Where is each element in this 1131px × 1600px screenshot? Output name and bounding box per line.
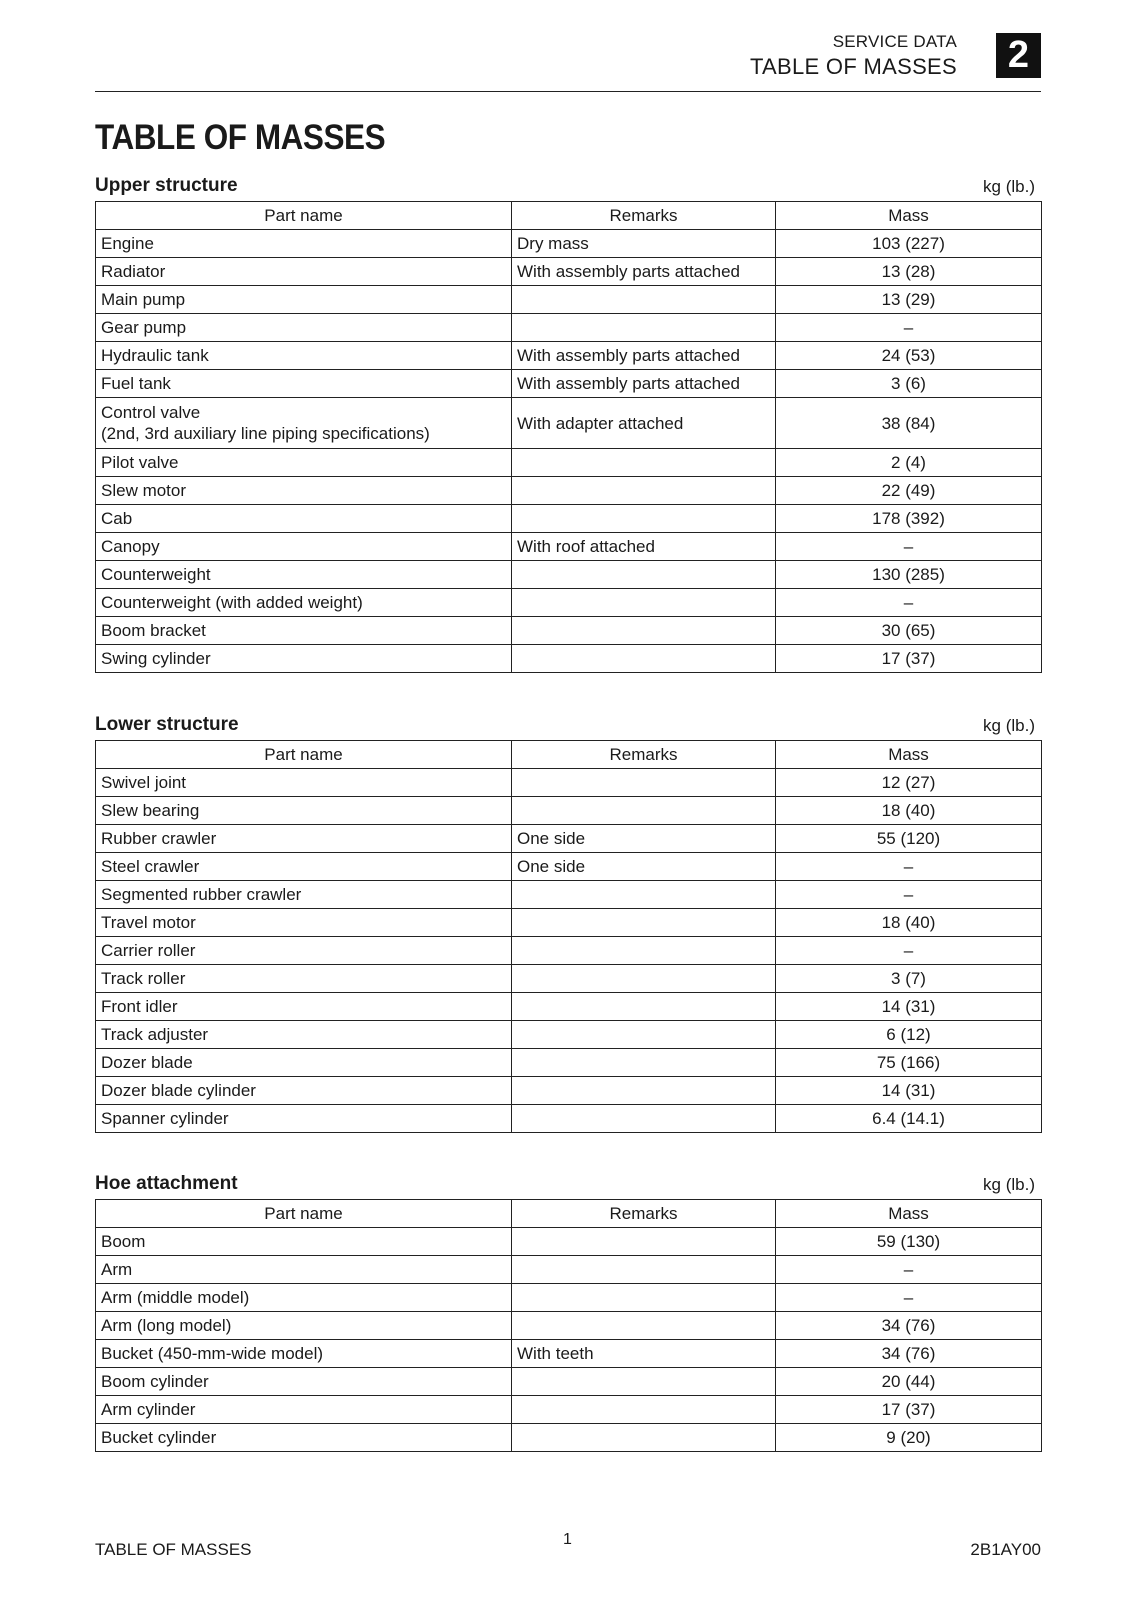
page-title: TABLE OF MASSES [95, 118, 386, 157]
table-row [96, 797, 1042, 825]
remarks-cell: One side [512, 825, 776, 853]
mass-cell: 59 (130) [776, 1228, 1042, 1256]
part-name: Swivel joint [101, 773, 187, 792]
part-name: Bucket cylinder [101, 1428, 217, 1447]
part-name-cell [96, 1312, 512, 1340]
section-hoe-attachment [95, 1171, 1041, 1452]
mass-cell: 12 (27) [776, 769, 1042, 797]
part-name-cell [96, 825, 512, 853]
mass-cell: 38 (84) [776, 398, 1042, 449]
table-row [96, 561, 1042, 589]
table-row [96, 645, 1042, 673]
column-header-part-name: Part name [96, 1200, 512, 1228]
section-upper-structure [95, 173, 1041, 673]
part-name-cell [96, 477, 512, 505]
part-name-cell [96, 505, 512, 533]
part-name: Rubber crawler [101, 829, 217, 848]
table-row [96, 230, 1042, 258]
footer-doc-code: 2B1AY00 [970, 1540, 1041, 1559]
table-row [96, 617, 1042, 645]
part-name-cell [96, 1340, 512, 1368]
part-name: Carrier roller [101, 941, 196, 960]
remarks-cell: With adapter attached [512, 398, 776, 449]
table-row [96, 853, 1042, 881]
part-name: Segmented rubber crawler [101, 885, 302, 904]
part-name: Pilot valve [101, 453, 179, 472]
part-name-cell [96, 1284, 512, 1312]
part-name: Front idler [101, 997, 178, 1016]
section-heading [95, 712, 1041, 740]
mass-cell: 22 (49) [776, 477, 1042, 505]
part-name-cell [96, 370, 512, 398]
section-unit: kg (lb.) [983, 716, 1035, 735]
mass-cell: 14 (31) [776, 1077, 1042, 1105]
table-row [96, 909, 1042, 937]
part-name-cell [96, 398, 512, 449]
part-name-cell [96, 853, 512, 881]
remarks-cell [512, 909, 776, 937]
table-row [96, 1077, 1042, 1105]
mass-cell: – [776, 853, 1042, 881]
mass-cell: 6 (12) [776, 1021, 1042, 1049]
remarks-cell: With roof attached [512, 533, 776, 561]
part-name: Arm (middle model) [101, 1288, 250, 1307]
table-row [96, 533, 1042, 561]
table-row [96, 589, 1042, 617]
part-name: Boom [101, 1232, 146, 1251]
remarks-cell [512, 1077, 776, 1105]
part-name-cell [96, 645, 512, 673]
part-name: Arm (long model) [101, 1316, 232, 1335]
remarks-cell [512, 1368, 776, 1396]
part-name-cell [96, 1077, 512, 1105]
part-name: Slew bearing [101, 801, 200, 820]
table-row [96, 881, 1042, 909]
remarks-cell: Dry mass [512, 230, 776, 258]
remarks-cell: One side [512, 853, 776, 881]
remarks-cell [512, 1105, 776, 1133]
part-name: Control valve [101, 403, 201, 422]
mass-cell: – [776, 1256, 1042, 1284]
section-heading [95, 1171, 1041, 1199]
part-name-cell [96, 937, 512, 965]
part-name-cell [96, 314, 512, 342]
mass-cell: 18 (40) [776, 909, 1042, 937]
table-row [96, 965, 1042, 993]
part-name: Travel motor [101, 913, 196, 932]
header-section-label: SERVICE DATA [832, 32, 957, 51]
table-row [96, 1228, 1042, 1256]
part-name-cell [96, 258, 512, 286]
table-row [96, 1312, 1042, 1340]
table-row [96, 286, 1042, 314]
section-unit: kg (lb.) [983, 177, 1035, 196]
table-row [96, 1424, 1042, 1452]
part-name-cell [96, 1105, 512, 1133]
mass-cell: 9 (20) [776, 1424, 1042, 1452]
remarks-cell [512, 1396, 776, 1424]
part-name-cell [96, 230, 512, 258]
table-row [96, 342, 1042, 370]
column-header-part-name: Part name [96, 741, 512, 769]
remarks-cell [512, 477, 776, 505]
mass-table [95, 1199, 1042, 1452]
remarks-cell [512, 1021, 776, 1049]
column-header-remarks: Remarks [512, 202, 776, 230]
remarks-cell [512, 314, 776, 342]
remarks-cell [512, 286, 776, 314]
mass-cell: – [776, 314, 1042, 342]
remarks-cell: With assembly parts attached [512, 342, 776, 370]
table-row [96, 825, 1042, 853]
mass-cell: 17 (37) [776, 1396, 1042, 1424]
table-row [96, 258, 1042, 286]
mass-cell: 18 (40) [776, 797, 1042, 825]
part-name-cell [96, 617, 512, 645]
mass-cell: 178 (392) [776, 505, 1042, 533]
mass-cell: 34 (76) [776, 1312, 1042, 1340]
table-row [96, 370, 1042, 398]
part-name: Cab [101, 509, 133, 528]
part-name: Bucket (450-mm-wide model) [101, 1344, 324, 1363]
part-name: Arm cylinder [101, 1400, 196, 1419]
remarks-cell [512, 1312, 776, 1340]
part-name: Dozer blade cylinder [101, 1081, 256, 1100]
part-name-cell [96, 561, 512, 589]
table-header-row [96, 741, 1042, 769]
mass-cell: 75 (166) [776, 1049, 1042, 1077]
remarks-cell [512, 1049, 776, 1077]
remarks-cell [512, 797, 776, 825]
table-row [96, 505, 1042, 533]
part-name-cell [96, 1368, 512, 1396]
part-name: Track roller [101, 969, 186, 988]
remarks-cell [512, 1424, 776, 1452]
column-header-part-name: Part name [96, 202, 512, 230]
section-lower-structure [95, 712, 1041, 1133]
footer-page-number: 1 [563, 1531, 572, 1548]
part-name-cell [96, 909, 512, 937]
table-row [96, 1368, 1042, 1396]
part-name: Radiator [101, 262, 166, 281]
table-row [96, 1256, 1042, 1284]
mass-cell: 24 (53) [776, 342, 1042, 370]
table-row [96, 937, 1042, 965]
mass-cell: 30 (65) [776, 617, 1042, 645]
remarks-cell [512, 769, 776, 797]
table-row [96, 477, 1042, 505]
section-title: Lower structure [95, 714, 239, 735]
part-name: Main pump [101, 290, 186, 309]
part-name-cell [96, 342, 512, 370]
part-name-cell [96, 1049, 512, 1077]
remarks-cell [512, 1228, 776, 1256]
remarks-cell: With assembly parts attached [512, 370, 776, 398]
table-header-row [96, 202, 1042, 230]
mass-cell: 6.4 (14.1) [776, 1105, 1042, 1133]
mass-cell: 2 (4) [776, 449, 1042, 477]
part-name-cell [96, 1424, 512, 1452]
mass-table [95, 740, 1042, 1133]
mass-cell: – [776, 533, 1042, 561]
table-row [96, 1049, 1042, 1077]
section-unit: kg (lb.) [983, 1175, 1035, 1194]
remarks-cell [512, 645, 776, 673]
table-row [96, 398, 1042, 449]
part-name-cell [96, 769, 512, 797]
remarks-cell [512, 1256, 776, 1284]
chapter-badge: 2 [996, 33, 1041, 78]
part-name: Fuel tank [101, 374, 171, 393]
table-header-row [96, 1200, 1042, 1228]
part-name: Boom cylinder [101, 1372, 209, 1391]
header-rule [95, 91, 1041, 92]
remarks-cell [512, 561, 776, 589]
part-name: Engine [101, 234, 154, 253]
section-title: Upper structure [95, 175, 238, 196]
remarks-cell [512, 881, 776, 909]
column-header-mass: Mass [776, 741, 1042, 769]
table-row [96, 1021, 1042, 1049]
part-name: Boom bracket [101, 621, 206, 640]
mass-cell: – [776, 937, 1042, 965]
mass-cell: – [776, 589, 1042, 617]
part-name-cell [96, 1021, 512, 1049]
part-name-cell [96, 589, 512, 617]
remarks-cell: With assembly parts attached [512, 258, 776, 286]
remarks-cell [512, 449, 776, 477]
part-name: Slew motor [101, 481, 187, 500]
part-name: Counterweight (with added weight) [101, 593, 363, 612]
part-name-cell [96, 1396, 512, 1424]
remarks-cell: With teeth [512, 1340, 776, 1368]
part-name: Track adjuster [101, 1025, 209, 1044]
table-row [96, 1105, 1042, 1133]
remarks-cell [512, 505, 776, 533]
table-row [96, 1396, 1042, 1424]
part-name: Spanner cylinder [101, 1109, 229, 1128]
mass-cell: 17 (37) [776, 645, 1042, 673]
part-name: Dozer blade [101, 1053, 193, 1072]
part-name: Arm [101, 1260, 133, 1279]
remarks-cell [512, 937, 776, 965]
mass-cell: 20 (44) [776, 1368, 1042, 1396]
remarks-cell [512, 589, 776, 617]
part-name: Counterweight [101, 565, 211, 584]
remarks-cell [512, 617, 776, 645]
part-name-cell [96, 993, 512, 1021]
part-name: Steel crawler [101, 857, 200, 876]
part-name-note: (2nd, 3rd auxiliary line piping specifications) [101, 424, 430, 443]
mass-cell: 130 (285) [776, 561, 1042, 589]
part-name-cell [96, 1256, 512, 1284]
mass-cell: – [776, 881, 1042, 909]
remarks-cell [512, 965, 776, 993]
part-name-cell [96, 449, 512, 477]
table-row [96, 314, 1042, 342]
footer-doc-title: TABLE OF MASSES [95, 1540, 252, 1559]
section-heading [95, 173, 1041, 201]
mass-cell: 13 (29) [776, 286, 1042, 314]
remarks-cell [512, 1284, 776, 1312]
table-row [96, 993, 1042, 1021]
part-name-cell [96, 1228, 512, 1256]
part-name: Canopy [101, 537, 160, 556]
mass-cell: 55 (120) [776, 825, 1042, 853]
mass-cell: – [776, 1284, 1042, 1312]
mass-cell: 13 (28) [776, 258, 1042, 286]
mass-cell: 3 (6) [776, 370, 1042, 398]
table-row [96, 1284, 1042, 1312]
section-title: Hoe attachment [95, 1173, 238, 1194]
header-title: TABLE OF MASSES [749, 54, 957, 79]
mass-table [95, 201, 1042, 673]
part-name: Gear pump [101, 318, 187, 337]
part-name: Hydraulic tank [101, 346, 209, 365]
column-header-mass: Mass [776, 202, 1042, 230]
part-name-cell [96, 286, 512, 314]
mass-cell: 34 (76) [776, 1340, 1042, 1368]
column-header-remarks: Remarks [512, 1200, 776, 1228]
part-name-cell [96, 533, 512, 561]
table-row [96, 449, 1042, 477]
part-name-cell [96, 965, 512, 993]
remarks-cell [512, 993, 776, 1021]
part-name-cell [96, 881, 512, 909]
mass-cell: 3 (7) [776, 965, 1042, 993]
column-header-mass: Mass [776, 1200, 1042, 1228]
column-header-remarks: Remarks [512, 741, 776, 769]
part-name: Swing cylinder [101, 649, 211, 668]
table-row [96, 769, 1042, 797]
table-row [96, 1340, 1042, 1368]
part-name-cell [96, 797, 512, 825]
mass-cell: 14 (31) [776, 993, 1042, 1021]
mass-cell: 103 (227) [776, 230, 1042, 258]
